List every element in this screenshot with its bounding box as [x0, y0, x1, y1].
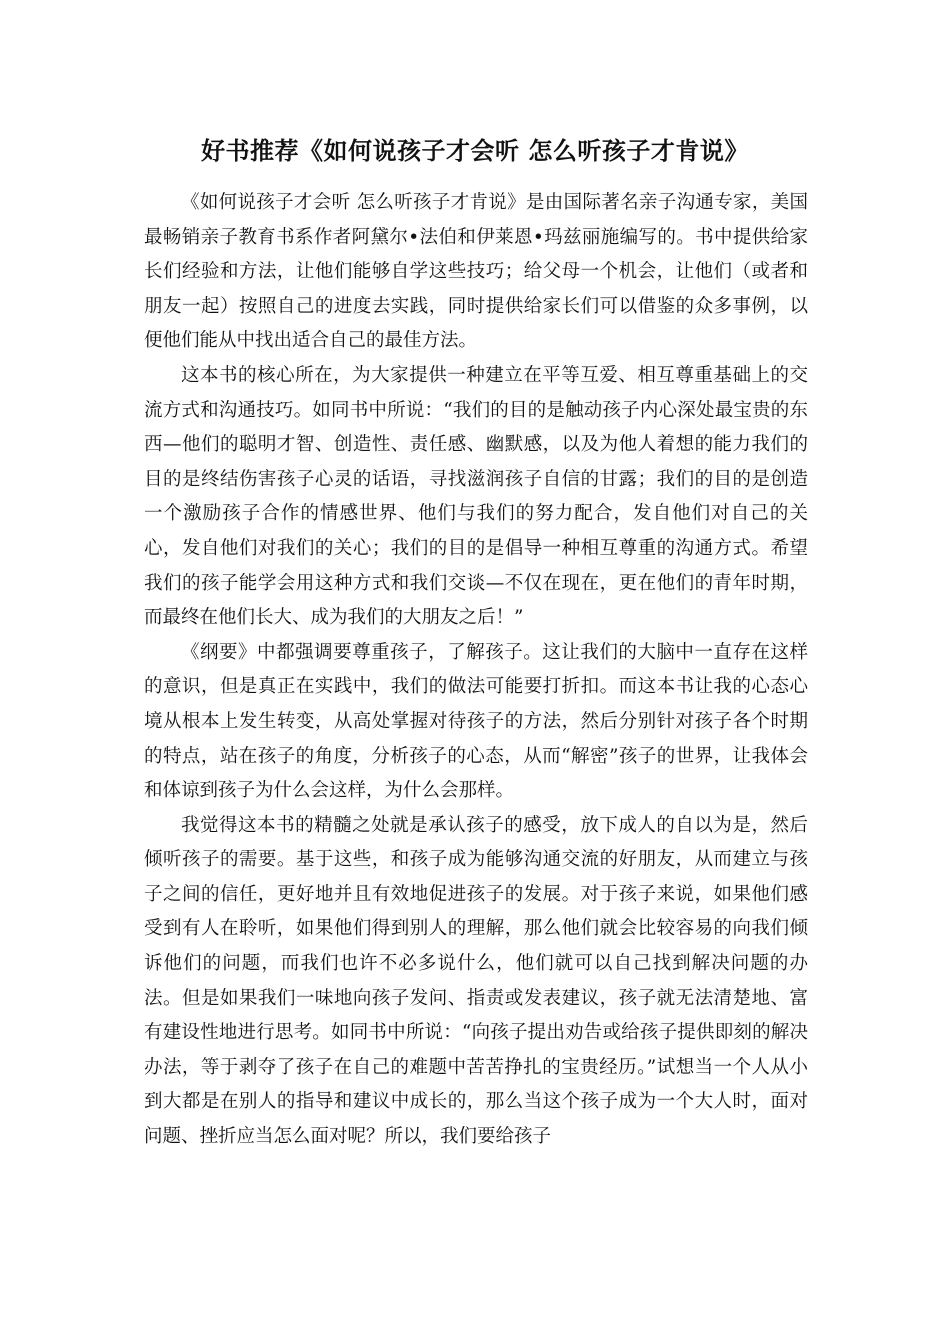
paragraph: 我觉得这本书的精髓之处就是承认孩子的感受，放下成人的自以为是，然后倾听孩子的需要。基于这些，和孩子成为能够沟通交流的好朋友，从而建立与孩子之间的信任，更好地并且有效地促进孩子的发展。对于孩子来说，如果他们感受到有人在聆听，如果他们得到别人的理解，那么他们就会比较容易的向我们倾诉他们的问题，而我们也许不必多说什么，他们就可以自己找到解决问题的办法。但是如果我们一味地向孩子发问、指责或发表建议，孩子就无法清楚地、富有建设性地进行思考。如同书中所说：“向孩子提出劝告或给孩子提供即刻的解决办法，等于剥夺了孩子在自己的难题中苦苦挣扎的宝贵经历。”试想当一个人从小到大都是在别人的指导和建议中成长的，那么当这个孩子成为一个大人时，面对问题、挫折应当怎么面对呢？所以，我们要给孩子: [144, 814, 808, 1148]
paragraph: 《如何说孩子才会听 怎么听孩子才肯说》是由国际著名亲子沟通专家，美国最畅销亲子教育书系作者阿黛尔•法伯和伊莱恩•玛兹丽施编写的。书中提供给家长们经验和方法，让他们能够自学这些技巧；给父母一个机会，让他们（或者和朋友一起）按照自己的进度去实践，同时提供给家长们可以借鉴的众多事例，以便他们能从中找出适合自己的最佳方法。: [144, 192, 808, 352]
document-title: 好书推荐《如何说孩子才会听 怎么听孩子才肯说》: [201, 136, 749, 165]
document-body: [144, 186, 808, 1155]
paragraph: 《纲要》中都强调要尊重孩子，了解孩子。这让我们的大脑中一直存在这样的意识，但是真正在实践中，我们的做法可能要打折扣。而这本书让我的心态心境从根本上发生转变，从高处掌握对待孩子的方法，然后分别针对孩子各个时期的特点，站在孩子的角度，分析孩子的心态，从而“解密”孩子的世界，让我体会和体谅到孩子为什么会这样，为什么会那样。: [144, 641, 808, 802]
paragraph: 这本书的核心所在，为大家提供一种建立在平等互爱、相互尊重基础上的交流方式和沟通技巧。如同书中所说：“我们的目的是触动孩子内心深处最宝贵的东西—他们的聪明才智、创造性、责任感、幽默感，以及为他人着想的能力我们的目的是终结伤害孩子心灵的话语，寻找滋润孩子自信的甘露；我们的目的是创造一个激励孩子合作的情感世界、他们与我们的努力配合，发自他们对自己的关心，发自他们对我们的关心；我们的目的是倡导一种相互尊重的沟通方式。希望我们的孩子能学会用这种方式和我们交谈—不仅在现在，更在他们的青年时期，而最终在他们长大、成为我们的大朋友之后！”: [144, 364, 808, 629]
